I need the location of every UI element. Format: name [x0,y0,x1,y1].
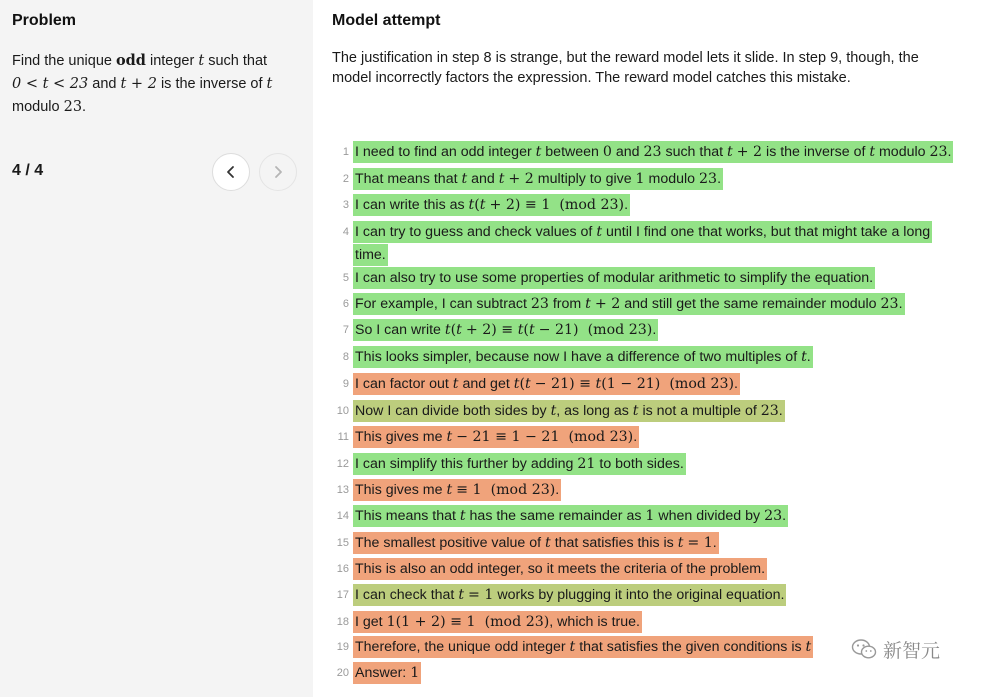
attempt-panel [313,0,1000,697]
step-text: I can simplify this further by adding 21 to both sides. [353,453,686,475]
math-term: 1 [645,508,655,524]
math-term: + 2 [508,171,534,187]
math-term: t + 2 [120,76,157,92]
step-number: 4 [342,226,349,238]
math-term: t [446,429,453,445]
problem-text-fragment: is the inverse of [156,76,267,92]
math-term: 23 [699,171,718,187]
problem-statement [12,49,297,119]
page-counter: 4 / 4 [12,162,44,179]
previous-button[interactable] [212,153,250,191]
step-number: 13 [336,484,349,496]
math-term: 23 [63,99,83,115]
step-text: I can write this as t(t + 2) ≡ 1 (mod 23). [353,194,630,216]
step-number: 12 [336,458,349,470]
math-term: t [461,171,468,187]
math-term: t [545,535,551,551]
math-term: − 21) (mod 23) [538,322,653,338]
step-text: I can factor out t and get t(t − 21) ≡ t(1 − 21) (mod 23). [353,373,740,395]
math-term: t [585,296,591,312]
math-term: ≡ 1 (mod 23) [456,482,556,498]
step-text: That means that t and t + 2 multiply to give 1 modulo 23. [353,168,723,190]
math-term: t [869,144,876,160]
problem-text-fragment: . [82,99,87,115]
step-number: 17 [336,589,349,601]
math-term: t [458,587,465,603]
step-text: Now I can divide both sides by t, as long as t is not a multiple of 23. [353,400,785,422]
math-term: 21 [577,456,596,472]
problem-panel [0,0,313,697]
math-term: + 2) ≡ 1 (mod 23) [489,197,625,213]
step-number: 8 [342,351,349,363]
step-text: The smallest positive value of t that satisfies this is t = 1. [353,532,719,554]
step-text-continuation: time. [353,244,388,266]
step-number: 18 [336,616,349,628]
attempt-intro [332,48,972,88]
step-text: For example, I can subtract 23 from t + 2 and still get the same remainder modulo 23. [353,293,905,315]
math-term: t [528,322,535,338]
step-text: This looks simpler, because now I have a difference of two multiples of t. [353,346,813,368]
step-number: 7 [342,324,349,336]
problem-text-fragment: Find the unique [12,53,116,69]
math-term: t [801,349,807,365]
step-number: 6 [342,298,349,310]
math-term: t [517,322,524,338]
problem-heading: Problem [12,12,77,29]
math-term: (1 − 21) (mod 23) [601,376,735,392]
step-text: I can check that t = 1 works by plugging it into the original equation. [353,584,786,606]
step-text: Therefore, the unique odd integer t that satisfies the given conditions is t [353,636,813,658]
problem-text-fragment: modulo [12,99,64,115]
problem-text-fragment: such that [204,53,268,69]
math-term: t [569,639,576,655]
math-term: 1 [410,665,420,681]
math-term: 1 [635,171,645,187]
math-term: t [513,376,520,392]
math-term: odd [116,52,146,69]
math-term: 0 < t < 23 [12,76,89,92]
step-number: 11 [337,431,349,443]
step-text: I get 1(1 + 2) ≡ 1 (mod 23), which is true. [353,611,642,633]
step-number: 16 [336,563,349,575]
intro-line-1: The justification in step 8 is strange, but the reward model lets it slide. In step 9, though, the [332,50,919,66]
step-text: I can also try to use some properties of modular arithmetic to simplify the equation. [353,267,875,289]
math-term: t [468,197,475,213]
step-number: 1 [342,146,349,158]
math-term: t [198,53,205,69]
step-number: 3 [342,199,349,211]
wechat-icon [851,637,877,661]
math-term: t [524,376,531,392]
watermark-text: 新智元 [883,640,941,662]
step-number: 20 [336,667,349,679]
step-text: I need to find an odd integer t between 0 and 23 such that t + 2 is the inverse of t modulo 23. [353,141,953,163]
problem-text-fragment: integer [145,53,199,69]
math-term: t [550,403,557,419]
math-term: t [446,482,453,498]
math-term: 23 [760,403,779,419]
step-number: 9 [342,378,349,390]
step-number: 5 [342,272,349,284]
math-term: ( [474,197,480,213]
math-term: ( [450,322,457,338]
watermark [851,636,940,662]
math-term: 23 [530,296,549,312]
step-text: I can try to guess and check values of t until I find one that works, but that might take a long [353,221,932,243]
math-term: 0 [602,144,612,160]
step-number: 19 [336,641,349,653]
math-term: + 2) ≡ [465,322,518,338]
math-term: 23 [643,144,662,160]
math-term: − 21) ≡ [534,376,596,392]
step-text: This gives me t − 21 ≡ 1 − 21 (mod 23). [353,426,639,448]
step-number: 2 [342,173,349,185]
chevron-right-icon [271,165,285,179]
math-term: 23 [929,144,948,160]
math-term: t [479,197,486,213]
math-term: 23 [880,296,899,312]
math-term: = 1 [687,535,713,551]
step-number: 10 [336,405,349,417]
math-term: t [596,224,603,240]
math-term: ( [519,376,525,392]
math-term: 23 [764,508,783,524]
math-term: − 21 ≡ 1 − 21 (mod 23) [456,429,634,445]
step-text: This is also an odd integer, so it meets the criteria of the problem. [353,558,767,580]
intro-line-2: model incorrectly factors the expression. The reward model catches this mistake. [332,70,851,86]
math-term: t [535,144,542,160]
math-term: 1(1 + 2) ≡ 1 (mod 23) [386,614,550,630]
step-number: 14 [336,510,349,522]
step-text: So I can write t(t + 2) ≡ t(t − 21) (mod 23). [353,319,658,341]
next-button[interactable] [259,153,297,191]
math-term: t [727,144,733,160]
math-term: = 1 [467,587,494,603]
step-number: 15 [336,537,349,549]
math-term: t [266,76,273,92]
step-text: This means that t has the same remainder as 1 when divided by 23. [353,505,788,527]
math-term: t [498,171,505,187]
math-term: t [459,508,466,524]
math-term: t [595,376,602,392]
attempt-heading: Model attempt [332,12,441,29]
math-term: t [632,403,639,419]
math-term: t [452,376,459,392]
chevron-left-icon [224,165,238,179]
math-term: + 2 [594,296,621,312]
step-text: This gives me t ≡ 1 (mod 23). [353,479,561,501]
problem-text-fragment: and [88,76,121,92]
math-term: t [805,639,812,655]
math-term: + 2 [736,144,763,160]
math-term: t [677,535,684,551]
math-term: t [444,322,451,338]
step-text: Answer: 1 [353,662,421,684]
math-term: ( [523,322,529,338]
math-term: t [456,322,462,338]
